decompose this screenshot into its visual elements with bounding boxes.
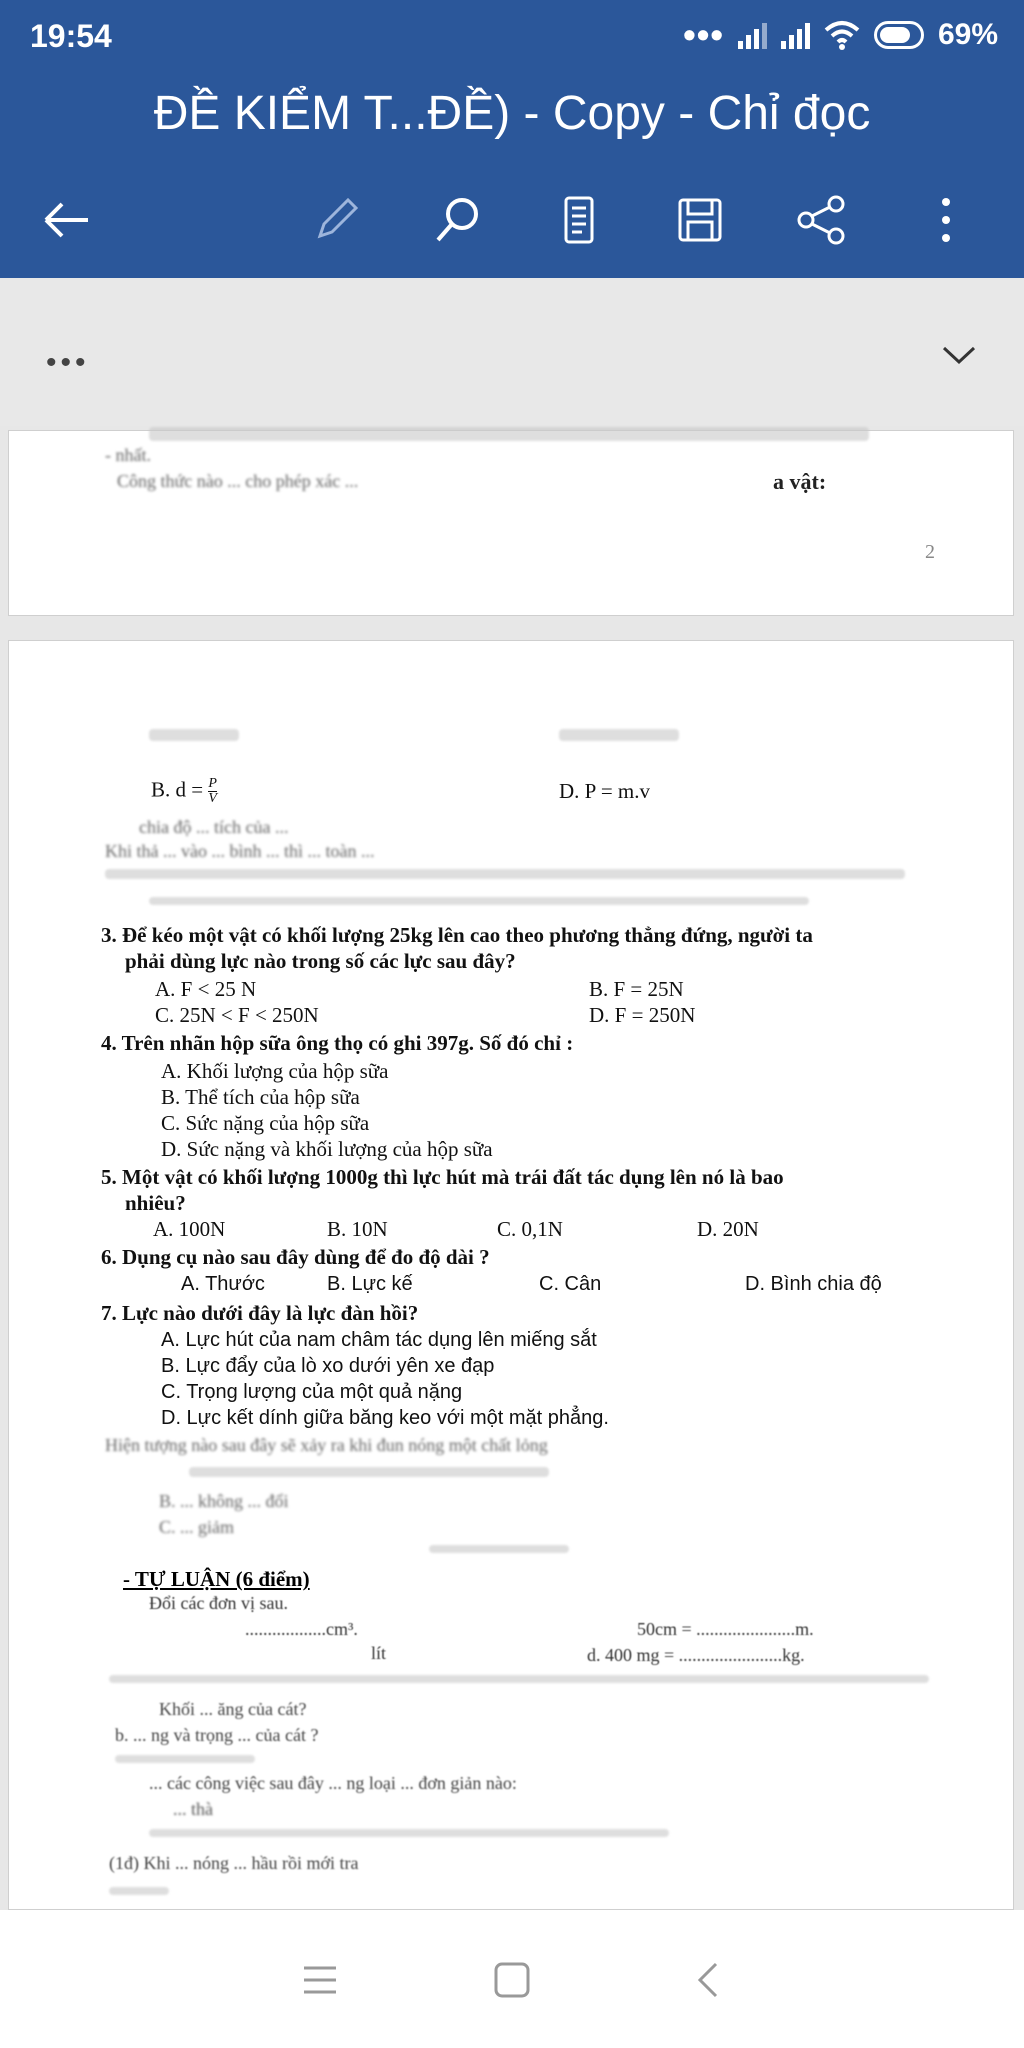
more-vertical-icon — [916, 190, 976, 250]
share-button[interactable] — [782, 180, 862, 260]
system-navigation-bar — [0, 1910, 1024, 2048]
mobile-view-button[interactable] — [538, 180, 618, 260]
blurred-text — [559, 729, 679, 741]
home-button[interactable] — [472, 1940, 552, 2020]
page-number: 2 — [925, 541, 935, 563]
back-nav-button[interactable] — [670, 1940, 750, 2020]
arrow-left-icon — [36, 190, 96, 250]
question-4: 4. Trên nhãn hộp sữa ông thọ có ghi 397g. Số đó chỉ : — [101, 1031, 574, 1055]
blurred-text — [115, 1755, 255, 1763]
notification-dots-icon: ••• — [683, 14, 724, 55]
option-5B: B. 10N — [327, 1217, 388, 1241]
blurred-text — [105, 869, 905, 879]
option-6D: D. Bình chia độ — [745, 1273, 882, 1295]
pencil-icon — [306, 190, 366, 250]
fill-cm3: ..................cm³. — [245, 1619, 358, 1639]
signal-icon-2 — [781, 21, 810, 49]
top-app-bar — [0, 0, 1024, 278]
more-options-button[interactable] — [906, 180, 986, 260]
blurred-text: Khi thả ... vào ... bình ... thì ... toàn ... — [105, 841, 375, 861]
blurred-text — [109, 1675, 929, 1683]
battery-icon — [874, 21, 924, 49]
blurred-text — [109, 1887, 169, 1895]
menu-icon — [300, 1960, 340, 2000]
save-button[interactable] — [660, 180, 740, 260]
blurred-text: chia độ ... tích của ... — [139, 817, 289, 837]
question-7: 7. Lực nào dưới đây là lực đàn hồi? — [101, 1301, 419, 1325]
option-6B: B. Lực kế — [327, 1273, 413, 1295]
battery-level: 69% — [937, 18, 998, 51]
back-button[interactable] — [26, 180, 106, 260]
option-7D: D. Lực kết dính giữa băng keo với một mặt phẳng. — [161, 1407, 609, 1429]
document-title: ĐỀ KIỂM T...ĐỀ) - Copy - Chỉ đọc — [153, 87, 871, 140]
option-4C: C. Sức nặng của hộp sữa — [161, 1111, 370, 1135]
question-c3: (1đ) Khi ... nóng ... hầu rồi mới tra — [109, 1853, 359, 1873]
toolbar — [0, 180, 1024, 270]
option-2D: D. P = m.v — [559, 779, 650, 803]
option-3D: D. F = 250N — [589, 1003, 696, 1027]
question-3: 3. Để kéo một vật có khối lượng 25kg lên cao theo phương thẳng đứng, người ta — [101, 923, 813, 947]
blurred-text — [149, 729, 239, 741]
option-5A: A. 100N — [153, 1217, 226, 1241]
save-icon — [670, 190, 730, 250]
option-5D: D. 20N — [697, 1217, 759, 1241]
blurred-text: Công thức nào ... cho phép xác ... — [117, 471, 359, 491]
question-b2: b. ... ng và trọng ... của cát ? — [115, 1725, 319, 1745]
option-3B: B. F = 25N — [589, 977, 684, 1001]
option-2B: B. d = $\frac{P}{V}$ — [151, 776, 217, 806]
option-4D: D. Sức nặng và khối lượng của hộp sữa — [161, 1137, 493, 1161]
search-icon — [428, 190, 488, 250]
option-3A: A. F < 25 N — [155, 977, 257, 1001]
option-4A: A. Khối lượng của hộp sữa — [161, 1059, 389, 1083]
wifi-icon — [824, 20, 860, 50]
section-instruction: Đổi các đơn vị sau. — [149, 1593, 288, 1613]
option-6A: A. Thước — [181, 1273, 265, 1295]
blurred-text — [189, 1467, 549, 1477]
question-6: 6. Dụng cụ nào sau đây dùng để đo độ dài ? — [101, 1245, 490, 1269]
option-4B: B. Thể tích của hộp sữa — [161, 1085, 360, 1109]
option-5C: C. 0,1N — [497, 1217, 563, 1241]
blurred-text: C. ... giảm — [159, 1517, 234, 1537]
status-time: 19:54 — [30, 18, 112, 54]
edit-button[interactable] — [296, 180, 376, 260]
chevron-left-icon — [690, 1960, 730, 2000]
fill-lit: lít — [371, 1643, 387, 1663]
blurred-text — [149, 897, 809, 905]
question-5-line2: nhiêu? — [125, 1191, 186, 1215]
chevron-down-icon[interactable] — [934, 330, 984, 380]
blurred-text — [149, 427, 869, 441]
option-7A: A. Lực hút của nam châm tác dụng lên miếng sắt — [161, 1329, 597, 1351]
question-c1: ... các công việc sau đây ... ng loại ... đơn giản nào: — [149, 1773, 517, 1793]
document-page-1 — [8, 430, 1014, 616]
share-icon — [792, 190, 852, 250]
status-bar — [0, 0, 1024, 74]
ribbon-more-button[interactable]: ••• — [46, 346, 90, 379]
option-7B: B. Lực đẩy của lò xo dưới yên xe đạp — [161, 1355, 495, 1377]
menu-button[interactable] — [280, 1940, 360, 2020]
home-square-icon — [492, 1960, 532, 2000]
ribbon-area — [0, 278, 1024, 426]
status-icons — [683, 14, 998, 55]
blurred-text: B. ... không ... đổi — [159, 1491, 289, 1511]
option-6C: C. Cân — [539, 1273, 602, 1295]
question-b1: Khối ... ăng của cát? — [159, 1699, 307, 1719]
section-title: - TỰ LUẬN (6 điểm) — [123, 1567, 310, 1591]
option-7C: C. Trọng lượng của một quả nặng — [161, 1381, 463, 1403]
option-3C: C. 25N < F < 250N — [155, 1003, 319, 1027]
document-page-2 — [8, 640, 1014, 1910]
question-c2: ... thà — [173, 1799, 213, 1819]
fill-cm-to-m: 50cm = ......................m. — [637, 1619, 814, 1639]
signal-icon-1 — [738, 21, 767, 49]
question-5: 5. Một vật có khối lượng 1000g thì lực hút mà trái đất tác dụng lên nó là bao — [101, 1165, 784, 1189]
mobile-view-icon — [548, 190, 608, 250]
blurred-text: Hiện tượng nào sau đây sẽ xảy ra khi đun nóng một chất lỏng — [105, 1435, 548, 1455]
blurred-text: - nhất. — [105, 445, 151, 465]
question-text-fragment: a vật: — [773, 469, 827, 494]
fill-mg-to-kg: d. 400 mg = .......................kg. — [587, 1645, 805, 1665]
search-button[interactable] — [418, 180, 498, 260]
blurred-text — [149, 1829, 669, 1837]
question-3-line2: phải dùng lực nào trong số các lực sau đây? — [125, 949, 516, 973]
blurred-text — [429, 1545, 569, 1553]
